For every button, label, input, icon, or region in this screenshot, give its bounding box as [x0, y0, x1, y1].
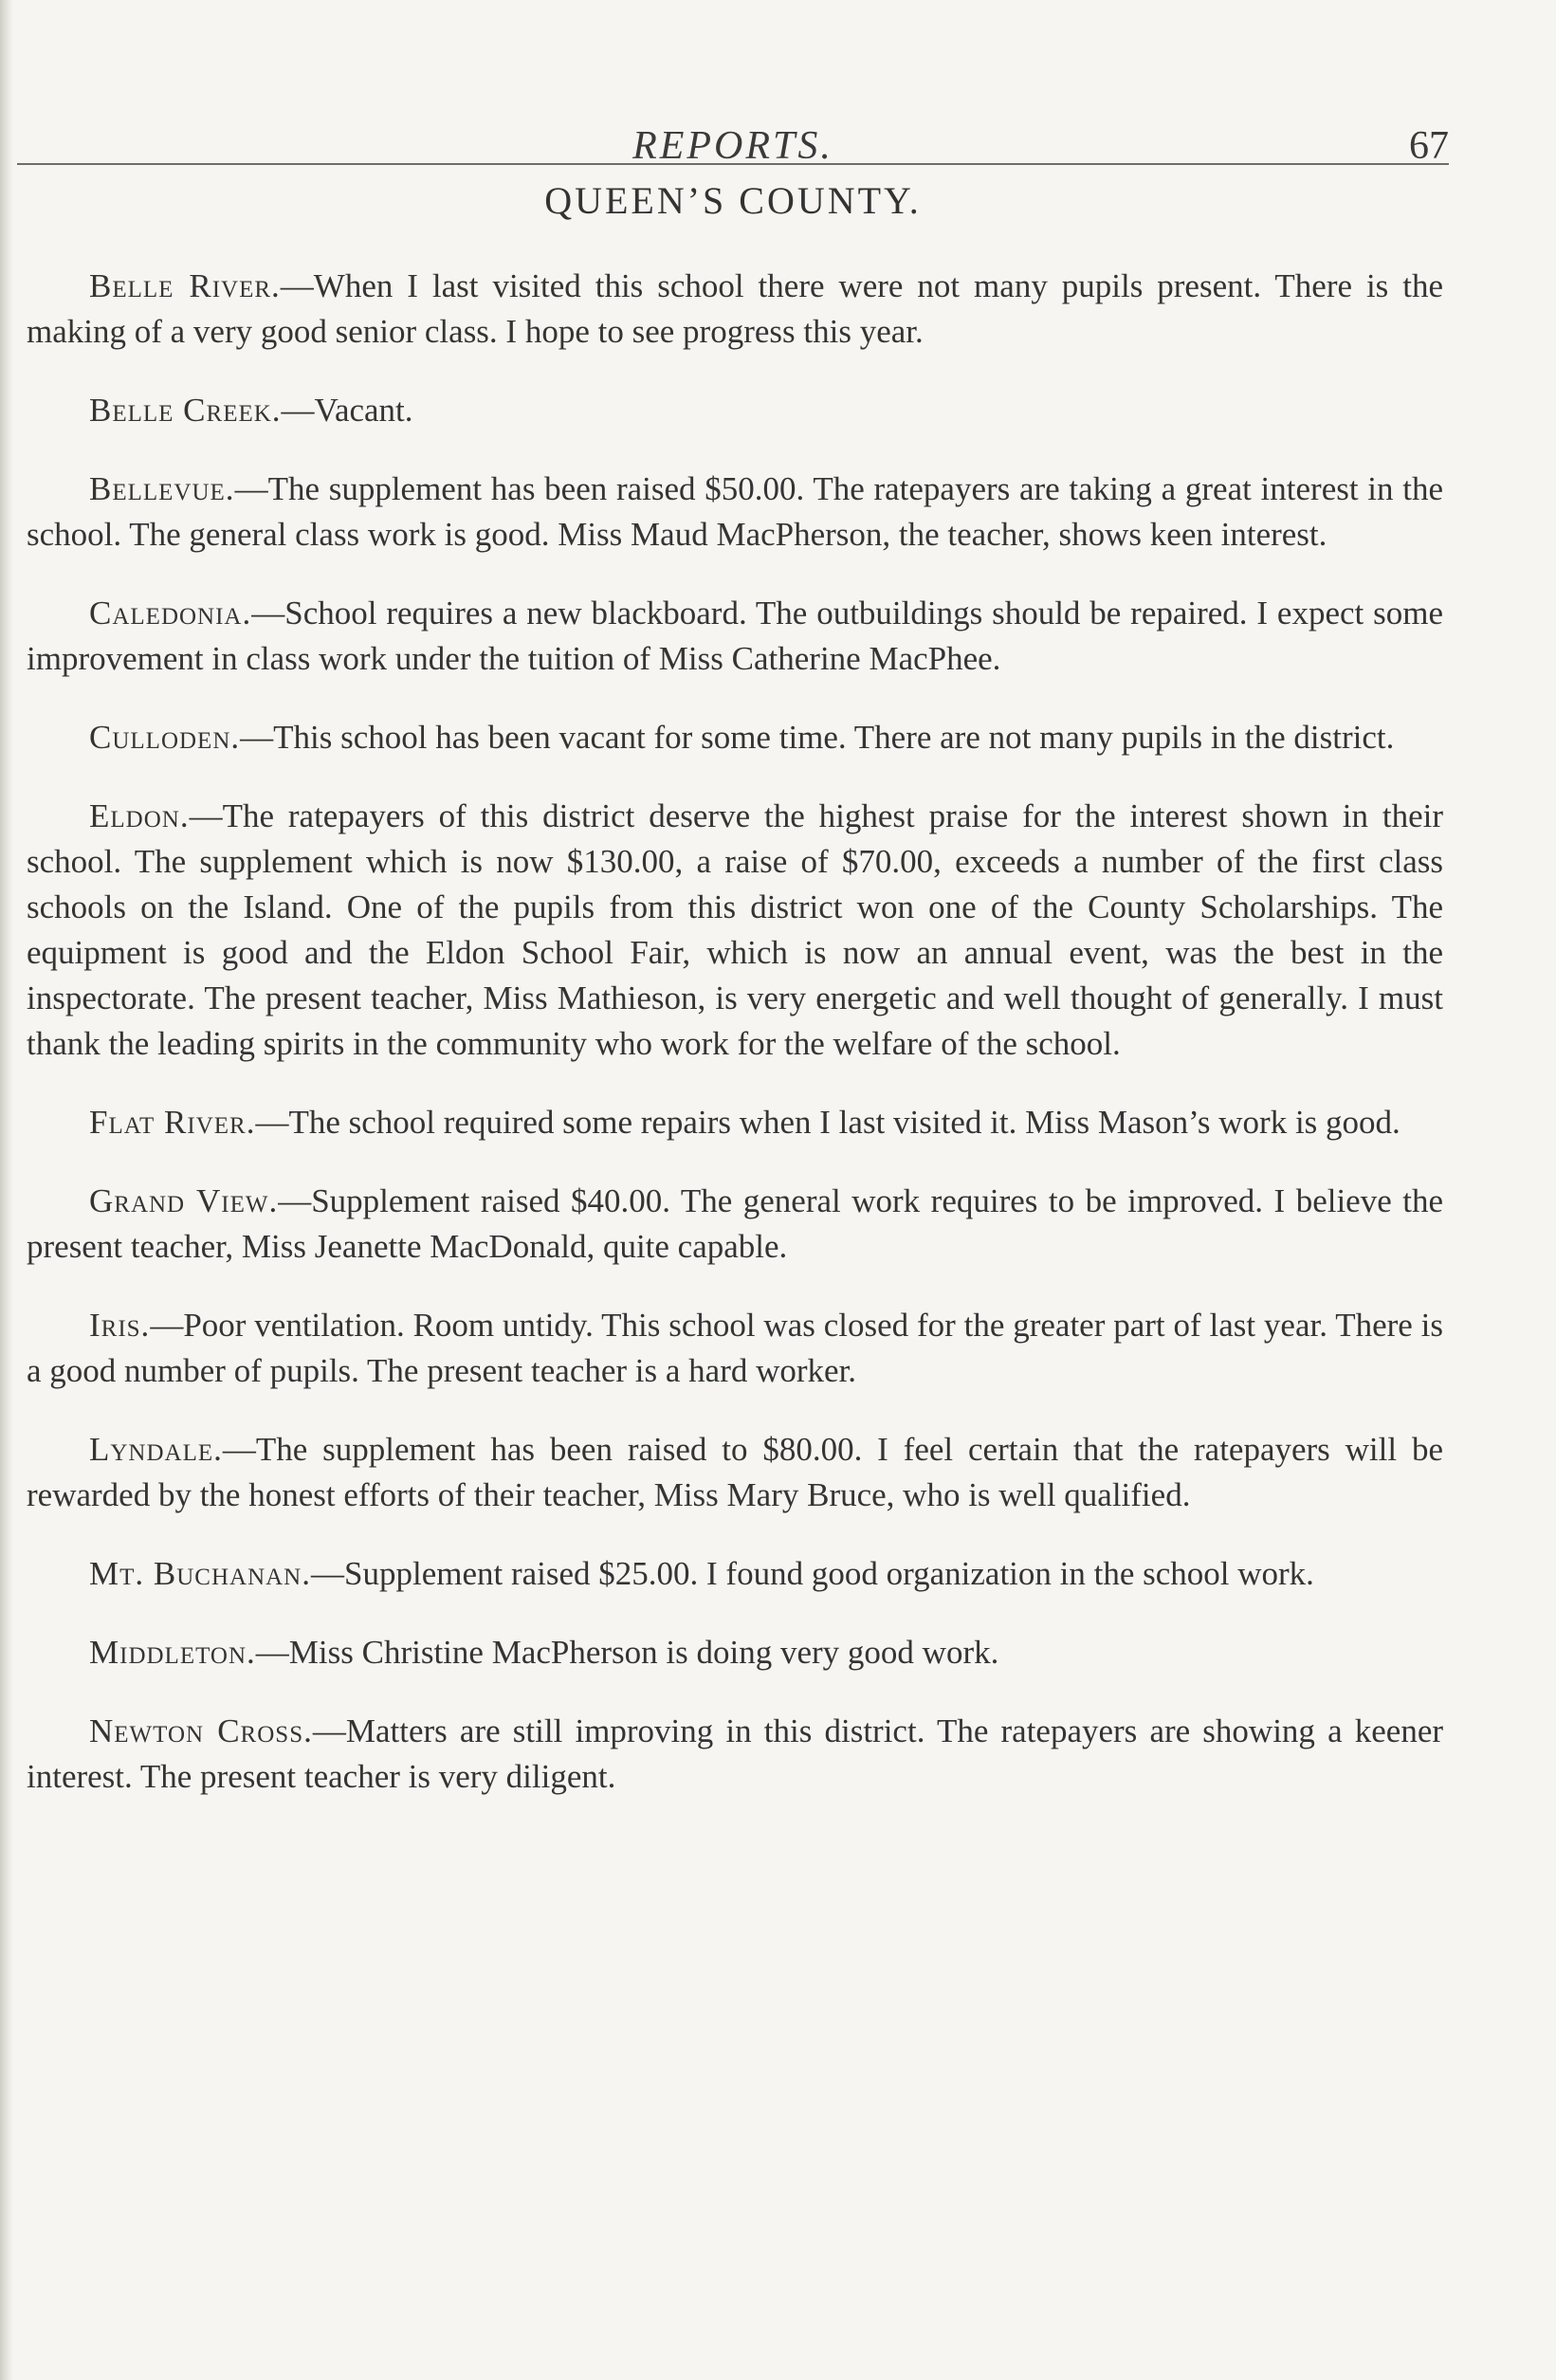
school-report-text: —The ratepayers of this district deserve the highest praise for the interest shown in their school. The supplement which is now $130.00, a raise of $70.00, exceeds a number of the first class schools on the Island. One of the pupils from this district won one of the County Scholarships. The equipment is good and the Eldon School Fair, which is now an annual event, was the best in the inspectorate. The present teacher, Miss Mathieson, is very energetic and well thought of generally. I must thank the leading spirits in the community who work for the welfare of the school. — [27, 797, 1443, 1062]
school-report-entry — [27, 1630, 1443, 1675]
school-report-text: —When I last visited this school there were not many pupils present. There is the making of a very good senior class. I hope to see progress this year. — [27, 267, 1443, 350]
school-name: Flat River. — [89, 1104, 256, 1141]
school-report-text: —Miss Christine MacPherson is doing very good work. — [255, 1634, 999, 1671]
school-report-text: —Supplement raised $25.00. I found good organization in the school work. — [311, 1555, 1314, 1592]
school-report-entry — [27, 715, 1443, 760]
section-title: QUEEN’S COUNTY. — [544, 179, 922, 222]
school-report-text: —Vacant. — [281, 392, 413, 429]
school-report-text: —The school required some repairs when I last visited it. Miss Mason’s work is good. — [255, 1104, 1400, 1141]
school-report-text: —Supplement raised $40.00. The general work requires to be improved. I believe the present teacher, Miss Jeanette MacDonald, quite capable. — [27, 1182, 1443, 1265]
school-report-entry — [27, 1179, 1443, 1270]
school-report-list — [27, 264, 1443, 1833]
running-title: REPORTS. — [632, 124, 833, 168]
school-name: Newton Cross. — [89, 1712, 313, 1749]
school-report-text: —School requires a new blackboard. The outbuildings should be repaired. I expect some improvement in class work under the tuition of Miss Catherine MacPhee. — [27, 595, 1443, 677]
school-name: Caledonia. — [89, 595, 252, 632]
running-header — [17, 112, 1449, 169]
school-report-entry — [27, 1303, 1443, 1394]
school-report-entry — [27, 591, 1443, 682]
school-report-entry — [27, 264, 1443, 355]
school-report-text: —Matters are still improving in this district. The ratepayers are showing a keener interest. The present teacher is very diligent. — [27, 1712, 1444, 1795]
school-report-text: —This school has been vacant for some time. There are not many pupils in the district. — [240, 719, 1395, 756]
school-name: Eldon. — [89, 797, 190, 834]
school-report-text: —The supplement has been raised to $80.00. I feel certain that the ratepayers will be rewarded by the honest efforts of their teacher, Miss Mary Bruce, who is well qualified. — [27, 1431, 1443, 1513]
school-name: Lyndale. — [89, 1431, 223, 1468]
binding-edge-shadow — [0, 0, 13, 2380]
school-name: Middleton. — [89, 1634, 256, 1671]
school-name: Grand View. — [89, 1182, 279, 1219]
school-name: Iris. — [89, 1307, 151, 1344]
school-name: Belle River. — [89, 267, 281, 304]
school-report-entry — [27, 467, 1443, 558]
school-report-text: —Poor ventilation. Room untidy. This school was closed for the greater part of last year. There is a good number of pupils. The present teacher is a hard worker. — [27, 1307, 1443, 1389]
school-report-text: —The supplement has been raised $50.00. The ratepayers are taking a great interest in the school. The general class work is good. Miss Maud MacPherson, the teacher, shows keen interest. — [27, 470, 1443, 553]
school-name: Bellevue. — [89, 470, 235, 507]
school-name: Culloden. — [89, 719, 241, 756]
school-report-entry — [27, 1427, 1443, 1518]
school-report-entry — [27, 388, 1443, 433]
header-rule — [17, 163, 1449, 165]
school-name: Mt. Buchanan. — [89, 1555, 311, 1592]
school-name: Belle Creek. — [89, 392, 282, 429]
school-report-entry — [27, 794, 1443, 1067]
page-number: 67 — [1409, 124, 1449, 168]
school-report-entry — [27, 1551, 1443, 1597]
school-report-entry — [27, 1709, 1443, 1800]
school-report-entry — [27, 1100, 1443, 1145]
